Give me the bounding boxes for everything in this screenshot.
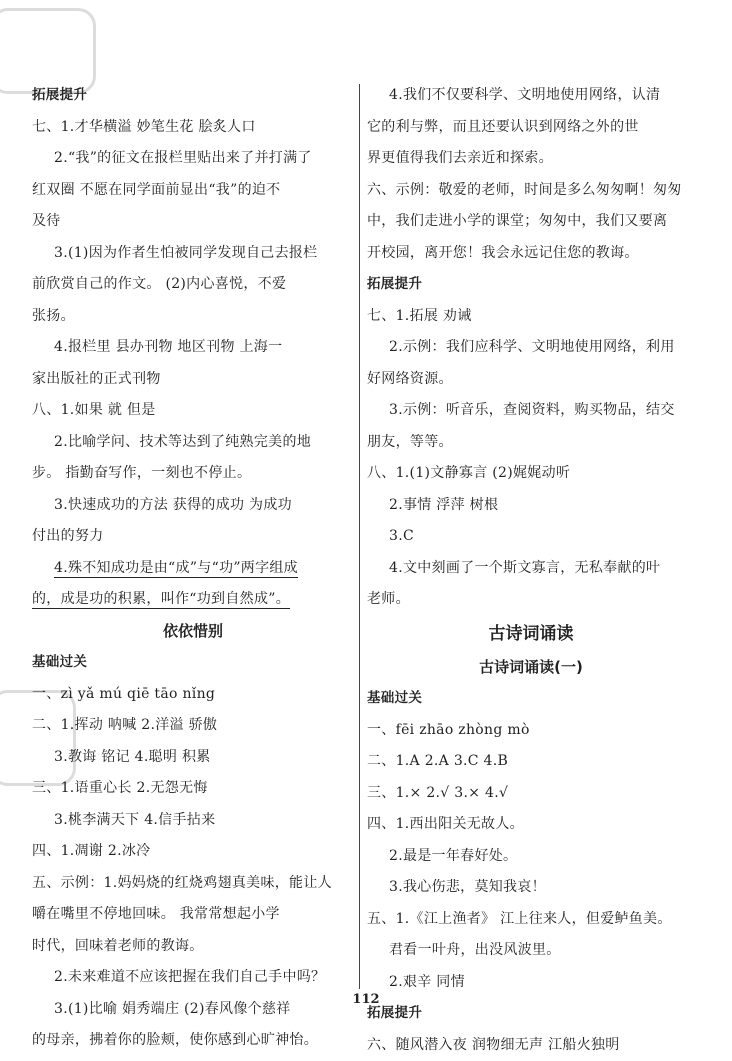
answer-line: 2.艰辛 同情 xyxy=(367,967,695,999)
answer-line: 2.事情 浮萍 树根 xyxy=(367,490,695,522)
answer-line: 2.示例：我们应科学、文明地使用网络，利用 xyxy=(367,332,695,364)
answer-line: 4.我们不仅要科学、文明地使用网络，认清 xyxy=(367,80,695,112)
answer-line: 一、fēi zhāo zhòng mò xyxy=(367,715,695,747)
answer-line: 三、1.× 2.√ 3.× 4.√ xyxy=(367,778,695,810)
answer-line: 前欣赏自己的作文。 (2)内心喜悦，不爱 xyxy=(32,269,354,301)
answer-line: 时代，回味着老师的教诲。 xyxy=(32,931,354,963)
answer-line: 六、随风潜入夜 润物细无声 江船火独明 xyxy=(367,1030,695,1061)
answer-line: 3.(1)因为作者生怕被同学发现自己去报栏 xyxy=(32,238,354,270)
answer-line: 张扬。 xyxy=(32,301,354,333)
answer-line: 四、1.凋谢 2.冰冷 xyxy=(32,836,354,868)
section-heading: 基础过关 xyxy=(367,683,695,715)
section-heading: 拓展提升 xyxy=(367,269,695,301)
answer-line: 3.C xyxy=(367,521,695,553)
answer-line: 君看一叶舟，出没风波里。 xyxy=(367,935,695,967)
answer-line: 八、1.(1)文静寡言 (2)娓娓动听 xyxy=(367,458,695,490)
answer-line: 3.桃李满天下 4.信手拈来 xyxy=(32,805,354,837)
answer-line: 六、示例：敬爱的老师，时间是多么匆匆啊！匆匆 xyxy=(367,175,695,207)
answer-line: 4.报栏里 县办刊物 地区刊物 上海一 xyxy=(32,332,354,364)
answer-line: 4.殊不知成功是由“成”与“功”两字组成 xyxy=(32,553,354,585)
answer-line: 七、1.才华横溢 妙笔生花 脍炙人口 xyxy=(32,112,354,144)
answer-line: 3.快速成功的方法 获得的成功 为成功 xyxy=(32,490,354,522)
answer-line: 五、1.《江上渔者》 江上往来人，但爱鲈鱼美。 xyxy=(367,904,695,936)
answer-line: 3.教诲 铭记 4.聪明 积累 xyxy=(32,742,354,774)
left-column xyxy=(32,80,354,1057)
answer-line: 中，我们走进小学的课堂；匆匆中，我们又要离 xyxy=(367,206,695,238)
answer-line: 七、1.拓展 劝诫 xyxy=(367,301,695,333)
answer-line: 的母亲，拂着你的脸颊，使你感到心旷神怡。 xyxy=(32,1025,354,1057)
column-divider xyxy=(359,84,360,989)
section-heading: 基础过关 xyxy=(32,647,354,679)
answer-line: 二、1.挥动 呐喊 2.洋溢 骄傲 xyxy=(32,710,354,742)
page-number: 112 xyxy=(0,992,732,1007)
answer-line: 界更值得我们去亲近和探索。 xyxy=(367,143,695,175)
answer-line: 付出的努力 xyxy=(32,521,354,553)
answer-line: 2.“我”的征文在报栏里贴出来了并打满了 xyxy=(32,143,354,175)
answer-line: 四、1.西出阳关无故人。 xyxy=(367,809,695,841)
answer-line: 它的利与弊，而且还要认识到网络之外的世 xyxy=(367,112,695,144)
lesson-title: 古诗词诵读 xyxy=(367,616,695,652)
answer-line: 嚼在嘴里不停地回味。 我常常想起小学 xyxy=(32,899,354,931)
answer-line: 开校园，离开您！我会永远记住您的教诲。 xyxy=(367,238,695,270)
right-column xyxy=(367,80,695,1061)
section-heading: 拓展提升 xyxy=(32,80,354,112)
answer-line: 好网络资源。 xyxy=(367,364,695,396)
answer-line: 家出版社的正式刊物 xyxy=(32,364,354,396)
answer-line: 红双圈 不愿在同学面前显出“我”的迫不 xyxy=(32,175,354,207)
section-heading: 拓展提升 xyxy=(367,998,695,1030)
answer-line: 3.示例：听音乐，查阅资料，购买物品，结交 xyxy=(367,395,695,427)
answer-line: 五、示例：1.妈妈烧的红烧鸡翅真美味，能让人 xyxy=(32,868,354,900)
answer-line: 及待 xyxy=(32,206,354,238)
answer-line: 2.未来难道不应该把握在我们自己手中吗？ xyxy=(32,962,354,994)
answer-line: 老师。 xyxy=(367,584,695,616)
answer-line: 二、1.A 2.A 3.C 4.B xyxy=(367,746,695,778)
answer-line: 的，成是功的积累，叫作“功到自然成”。 xyxy=(32,584,354,616)
answer-line: 2.最是一年春好处。 xyxy=(367,841,695,873)
answer-line: 一、zì yǎ mú qiē tāo nǐng xyxy=(32,679,354,711)
answer-line: 八、1.如果 就 但是 xyxy=(32,395,354,427)
answer-line: 朋友，等等。 xyxy=(367,427,695,459)
answer-line: 3.(1)比喻 娟秀端庄 (2)春风像个慈祥 xyxy=(32,994,354,1026)
answer-line: 2.比喻学问、技术等达到了纯熟完美的地 xyxy=(32,427,354,459)
lesson-title: 古诗词诵读(一) xyxy=(367,652,695,684)
lesson-title: 依依惜别 xyxy=(32,616,354,648)
answer-line: 3.我心伤悲，莫知我哀！ xyxy=(367,872,695,904)
answer-line: 三、1.语重心长 2.无怨无悔 xyxy=(32,773,354,805)
answer-line: 步。 指勤奋写作，一刻也不停止。 xyxy=(32,458,354,490)
answer-line: 4.文中刻画了一个斯文寡言，无私奉献的叶 xyxy=(367,553,695,585)
